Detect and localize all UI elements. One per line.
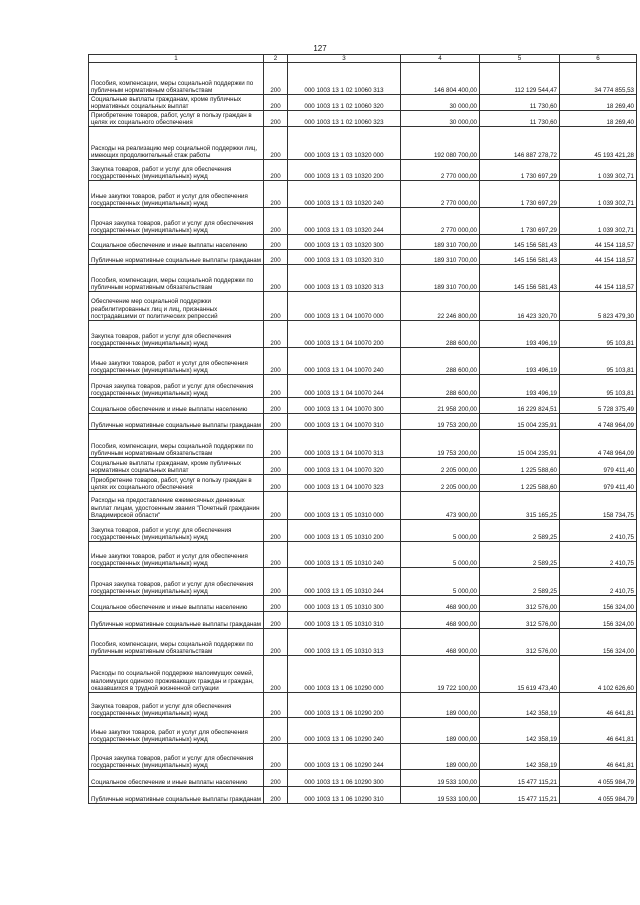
- row-approved-amount: 192 080 700,00: [401, 127, 480, 160]
- row-approved-amount: 189 000,00: [401, 718, 480, 744]
- row-line-code: 200: [264, 265, 288, 292]
- row-executed-amount: 146 887 278,72: [480, 127, 560, 160]
- row-budget-classification: 000 1003 13 1 06 10290 000: [288, 656, 401, 693]
- row-budget-classification: 000 1003 13 1 06 10290 240: [288, 718, 401, 744]
- table-row: [89, 520, 637, 542]
- table-row: [89, 160, 637, 181]
- row-budget-classification: 000 1003 13 1 04 10070 300: [288, 398, 401, 414]
- row-unexecuted-amount: 1 039 302,71: [560, 181, 637, 208]
- table-row: [89, 693, 637, 718]
- table-row: [89, 430, 637, 458]
- row-executed-amount: 142 358,19: [480, 718, 560, 744]
- row-budget-classification: 000 1003 13 1 04 10070 240: [288, 348, 401, 375]
- row-executed-amount: 2 589,25: [480, 542, 560, 568]
- row-approved-amount: 19 533 100,00: [401, 770, 480, 787]
- row-executed-amount: 142 358,19: [480, 744, 560, 770]
- table-row: [89, 458, 637, 475]
- row-unexecuted-amount: 4 055 984,79: [560, 787, 637, 804]
- row-approved-amount: 473 900,00: [401, 492, 480, 520]
- row-executed-amount: 2 589,25: [480, 520, 560, 542]
- row-name: Публичные нормативные социальные выплаты гражданам: [89, 612, 264, 629]
- row-executed-amount: 312 576,00: [480, 596, 560, 612]
- row-unexecuted-amount: 1 039 302,71: [560, 208, 637, 235]
- row-budget-classification: 000 1003 13 1 04 10070 320: [288, 458, 401, 475]
- row-approved-amount: 2 205 000,00: [401, 475, 480, 492]
- row-name: Закупка товаров, работ и услуг для обеспечения государственных (муниципальных) нужд: [89, 321, 264, 348]
- row-line-code: 200: [264, 475, 288, 492]
- row-budget-classification: 000 1003 13 1 05 10310 200: [288, 520, 401, 542]
- row-executed-amount: 193 496,19: [480, 348, 560, 375]
- row-budget-classification: 000 1003 13 1 03 10320 310: [288, 250, 401, 265]
- row-unexecuted-amount: 2 410,75: [560, 568, 637, 596]
- row-unexecuted-amount: 156 324,00: [560, 596, 637, 612]
- row-executed-amount: 312 576,00: [480, 612, 560, 629]
- row-line-code: 200: [264, 770, 288, 787]
- row-line-code: 200: [264, 127, 288, 160]
- row-budget-classification: 000 1003 13 1 05 10310 300: [288, 596, 401, 612]
- table-row: [89, 656, 637, 693]
- row-unexecuted-amount: 2 410,75: [560, 542, 637, 568]
- row-budget-classification: 000 1003 13 1 04 10070 313: [288, 430, 401, 458]
- row-approved-amount: 21 958 200,00: [401, 398, 480, 414]
- row-executed-amount: 11 730,60: [480, 111, 560, 127]
- row-executed-amount: 1 730 697,29: [480, 208, 560, 235]
- table-row: [89, 235, 637, 250]
- row-name: Пособия, компенсации, меры социальной поддержки по публичным нормативным обязательствам: [89, 430, 264, 458]
- row-name: Социальное обеспечение и иные выплаты населению: [89, 596, 264, 612]
- row-budget-classification: 000 1003 13 1 02 10060 323: [288, 111, 401, 127]
- col-header-1: 1: [89, 55, 264, 63]
- table-row: [89, 787, 637, 804]
- row-budget-classification: 000 1003 13 1 02 10060 313: [288, 63, 401, 95]
- row-name: Иные закупки товаров, работ и услуг для обеспечения государственных (муниципальных) нужд: [89, 348, 264, 375]
- row-line-code: 200: [264, 629, 288, 656]
- row-approved-amount: 2 205 000,00: [401, 458, 480, 475]
- row-line-code: 200: [264, 181, 288, 208]
- row-approved-amount: 30 000,00: [401, 111, 480, 127]
- table-body: [89, 63, 637, 804]
- row-name: Публичные нормативные социальные выплаты гражданам: [89, 414, 264, 430]
- row-executed-amount: 145 156 581,43: [480, 265, 560, 292]
- row-name: Обеспечение мер социальной поддержки реабилитированных лиц и лиц, признанных пострадавшими от политических репрессий: [89, 292, 264, 321]
- table-row: [89, 111, 637, 127]
- table-row: [89, 770, 637, 787]
- row-executed-amount: 15 477 115,21: [480, 770, 560, 787]
- row-approved-amount: 468 900,00: [401, 612, 480, 629]
- row-executed-amount: 15 619 473,40: [480, 656, 560, 693]
- row-name: Закупка товаров, работ и услуг для обеспечения государственных (муниципальных) нужд: [89, 160, 264, 181]
- table-row: [89, 492, 637, 520]
- row-unexecuted-amount: 95 103,81: [560, 321, 637, 348]
- row-line-code: 200: [264, 348, 288, 375]
- row-budget-classification: 000 1003 13 1 03 10320 244: [288, 208, 401, 235]
- row-budget-classification: 000 1003 13 1 03 10320 200: [288, 160, 401, 181]
- table-row: [89, 375, 637, 398]
- row-line-code: 200: [264, 718, 288, 744]
- row-line-code: 200: [264, 95, 288, 111]
- row-unexecuted-amount: 95 103,81: [560, 375, 637, 398]
- table-row: [89, 612, 637, 629]
- row-line-code: 200: [264, 787, 288, 804]
- row-name: Прочая закупка товаров, работ и услуг для обеспечения государственных (муниципальных) нужд: [89, 208, 264, 235]
- row-executed-amount: 15 477 115,21: [480, 787, 560, 804]
- row-name: Пособия, компенсации, меры социальной поддержки по публичным нормативным обязательствам: [89, 63, 264, 95]
- row-line-code: 200: [264, 160, 288, 181]
- row-approved-amount: 2 770 000,00: [401, 160, 480, 181]
- row-unexecuted-amount: 44 154 118,57: [560, 265, 637, 292]
- row-line-code: 200: [264, 542, 288, 568]
- row-unexecuted-amount: 46 641,81: [560, 693, 637, 718]
- row-unexecuted-amount: 2 410,75: [560, 520, 637, 542]
- row-budget-classification: 000 1003 13 1 05 10310 000: [288, 492, 401, 520]
- table-row: [89, 398, 637, 414]
- row-line-code: 200: [264, 208, 288, 235]
- row-name: Расходы по социальной поддержке малоимущих семей, малоимущих одиноко проживающих граждан и граждан, оказавшихся в трудной жизненной ситуации: [89, 656, 264, 693]
- row-budget-classification: 000 1003 13 1 04 10070 200: [288, 321, 401, 348]
- row-name: Социальное обеспечение и иные выплаты населению: [89, 235, 264, 250]
- row-name: Социальное обеспечение и иные выплаты населению: [89, 398, 264, 414]
- col-header-2: 2: [264, 55, 288, 63]
- row-name: Приобретение товаров, работ, услуг в пользу граждан в целях их социального обеспечения: [89, 475, 264, 492]
- table-row: [89, 718, 637, 744]
- row-unexecuted-amount: 95 103,81: [560, 348, 637, 375]
- row-executed-amount: 1 730 697,29: [480, 181, 560, 208]
- row-line-code: 200: [264, 250, 288, 265]
- row-line-code: 200: [264, 693, 288, 718]
- row-budget-classification: 000 1003 13 1 03 10320 300: [288, 235, 401, 250]
- row-unexecuted-amount: 156 324,00: [560, 629, 637, 656]
- row-approved-amount: 22 246 800,00: [401, 292, 480, 321]
- row-budget-classification: 000 1003 13 1 05 10310 240: [288, 542, 401, 568]
- table-row: [89, 181, 637, 208]
- row-approved-amount: 189 310 700,00: [401, 250, 480, 265]
- row-line-code: 200: [264, 430, 288, 458]
- row-approved-amount: 30 000,00: [401, 95, 480, 111]
- row-unexecuted-amount: 979 411,40: [560, 475, 637, 492]
- row-line-code: 200: [264, 63, 288, 95]
- row-unexecuted-amount: 18 269,40: [560, 95, 637, 111]
- row-budget-classification: 000 1003 13 1 05 10310 310: [288, 612, 401, 629]
- row-approved-amount: 5 000,00: [401, 542, 480, 568]
- row-name: Закупка товаров, работ и услуг для обеспечения государственных (муниципальных) нужд: [89, 520, 264, 542]
- row-approved-amount: 2 770 000,00: [401, 181, 480, 208]
- row-executed-amount: 16 423 320,70: [480, 292, 560, 321]
- row-line-code: 200: [264, 656, 288, 693]
- table-row: [89, 568, 637, 596]
- table-row: [89, 475, 637, 492]
- row-name: Иные закупки товаров, работ и услуг для обеспечения государственных (муниципальных) нужд: [89, 718, 264, 744]
- row-executed-amount: 145 156 581,43: [480, 235, 560, 250]
- row-approved-amount: 146 804 400,00: [401, 63, 480, 95]
- row-budget-classification: 000 1003 13 1 03 10320 000: [288, 127, 401, 160]
- row-name: Иные закупки товаров, работ и услуг для обеспечения государственных (муниципальных) нужд: [89, 542, 264, 568]
- row-line-code: 200: [264, 458, 288, 475]
- row-budget-classification: 000 1003 13 1 03 10320 240: [288, 181, 401, 208]
- row-approved-amount: 288 600,00: [401, 321, 480, 348]
- col-header-6: 6: [560, 55, 637, 63]
- row-budget-classification: 000 1003 13 1 05 10310 244: [288, 568, 401, 596]
- table-row: [89, 63, 637, 95]
- table-row: [89, 292, 637, 321]
- row-line-code: 200: [264, 612, 288, 629]
- row-executed-amount: 193 496,19: [480, 321, 560, 348]
- row-executed-amount: 11 730,60: [480, 95, 560, 111]
- row-line-code: 200: [264, 492, 288, 520]
- table-row: [89, 414, 637, 430]
- column-number-row: [89, 55, 637, 63]
- row-line-code: 200: [264, 235, 288, 250]
- row-approved-amount: 5 000,00: [401, 568, 480, 596]
- row-executed-amount: 142 358,19: [480, 693, 560, 718]
- row-name: Прочая закупка товаров, работ и услуг для обеспечения государственных (муниципальных) нужд: [89, 568, 264, 596]
- row-approved-amount: 189 310 700,00: [401, 265, 480, 292]
- col-header-4: 4: [401, 55, 480, 63]
- table-row: [89, 321, 637, 348]
- row-name: Прочая закупка товаров, работ и услуг для обеспечения государственных (муниципальных) нужд: [89, 375, 264, 398]
- row-name: Социальное обеспечение и иные выплаты населению: [89, 770, 264, 787]
- row-unexecuted-amount: 45 193 421,28: [560, 127, 637, 160]
- row-name: Закупка товаров, работ и услуг для обеспечения государственных (муниципальных) нужд: [89, 693, 264, 718]
- page-number: 127: [313, 44, 327, 53]
- table-row: [89, 265, 637, 292]
- row-executed-amount: 15 004 235,91: [480, 430, 560, 458]
- row-budget-classification: 000 1003 13 1 04 10070 323: [288, 475, 401, 492]
- row-budget-classification: 000 1003 13 1 04 10070 000: [288, 292, 401, 321]
- row-budget-classification: 000 1003 13 1 06 10290 300: [288, 770, 401, 787]
- row-budget-classification: 000 1003 13 1 06 10290 310: [288, 787, 401, 804]
- row-executed-amount: 312 576,00: [480, 629, 560, 656]
- row-line-code: 200: [264, 321, 288, 348]
- row-approved-amount: 2 770 000,00: [401, 208, 480, 235]
- row-approved-amount: 468 900,00: [401, 596, 480, 612]
- row-unexecuted-amount: 1 039 302,71: [560, 160, 637, 181]
- table-row: [89, 127, 637, 160]
- col-header-3: 3: [288, 55, 401, 63]
- row-line-code: 200: [264, 398, 288, 414]
- row-budget-classification: 000 1003 13 1 03 10320 313: [288, 265, 401, 292]
- row-approved-amount: 5 000,00: [401, 520, 480, 542]
- row-unexecuted-amount: 4 748 964,09: [560, 430, 637, 458]
- col-header-5: 5: [480, 55, 560, 63]
- row-approved-amount: 468 900,00: [401, 629, 480, 656]
- row-name: Пособия, компенсации, меры социальной поддержки по публичным нормативным обязательствам: [89, 629, 264, 656]
- row-executed-amount: 145 156 581,43: [480, 250, 560, 265]
- row-line-code: 200: [264, 292, 288, 321]
- table-row: [89, 348, 637, 375]
- table-row: [89, 744, 637, 770]
- row-approved-amount: 19 722 100,00: [401, 656, 480, 693]
- row-executed-amount: 1 730 697,29: [480, 160, 560, 181]
- table-row: [89, 596, 637, 612]
- row-approved-amount: 189 000,00: [401, 744, 480, 770]
- row-line-code: 200: [264, 596, 288, 612]
- row-line-code: 200: [264, 520, 288, 542]
- row-unexecuted-amount: 979 411,40: [560, 458, 637, 475]
- row-unexecuted-amount: 18 269,40: [560, 111, 637, 127]
- row-approved-amount: 19 753 200,00: [401, 414, 480, 430]
- table-row: [89, 629, 637, 656]
- row-approved-amount: 189 310 700,00: [401, 235, 480, 250]
- row-budget-classification: 000 1003 13 1 04 10070 310: [288, 414, 401, 430]
- row-approved-amount: 288 600,00: [401, 375, 480, 398]
- row-unexecuted-amount: 5 823 479,30: [560, 292, 637, 321]
- row-name: Прочая закупка товаров, работ и услуг для обеспечения государственных (муниципальных) нужд: [89, 744, 264, 770]
- row-budget-classification: 000 1003 13 1 04 10070 244: [288, 375, 401, 398]
- row-executed-amount: 1 225 588,60: [480, 458, 560, 475]
- row-unexecuted-amount: 158 734,75: [560, 492, 637, 520]
- row-executed-amount: 15 004 235,91: [480, 414, 560, 430]
- row-unexecuted-amount: 156 324,00: [560, 612, 637, 629]
- row-name: Расходы на предоставление ежемесячных денежных выплат лицам, удостоенным звания "Почетный гражданин Владимирской области": [89, 492, 264, 520]
- row-approved-amount: 288 600,00: [401, 348, 480, 375]
- row-unexecuted-amount: 46 641,81: [560, 744, 637, 770]
- row-name: Социальные выплаты гражданам, кроме публичных нормативных социальных выплат: [89, 458, 264, 475]
- row-unexecuted-amount: 44 154 118,57: [560, 235, 637, 250]
- row-approved-amount: 189 000,00: [401, 693, 480, 718]
- row-unexecuted-amount: 44 154 118,57: [560, 250, 637, 265]
- row-budget-classification: 000 1003 13 1 02 10060 320: [288, 95, 401, 111]
- row-name: Приобретение товаров, работ, услуг в пользу граждан в целях их социального обеспечения: [89, 111, 264, 127]
- row-name: Социальные выплаты гражданам, кроме публичных нормативных социальных выплат: [89, 95, 264, 111]
- row-approved-amount: 19 753 200,00: [401, 430, 480, 458]
- row-unexecuted-amount: 4 102 626,60: [560, 656, 637, 693]
- table-row: [89, 208, 637, 235]
- row-executed-amount: 1 225 588,60: [480, 475, 560, 492]
- row-unexecuted-amount: 4 055 984,79: [560, 770, 637, 787]
- row-line-code: 200: [264, 414, 288, 430]
- row-line-code: 200: [264, 568, 288, 596]
- row-name: Иные закупки товаров, работ и услуг для обеспечения государственных (муниципальных) нужд: [89, 181, 264, 208]
- table-row: [89, 95, 637, 111]
- row-budget-classification: 000 1003 13 1 05 10310 313: [288, 629, 401, 656]
- row-name: Пособия, компенсации, меры социальной поддержки по публичным нормативным обязательствам: [89, 265, 264, 292]
- row-line-code: 200: [264, 744, 288, 770]
- row-unexecuted-amount: 34 774 855,53: [560, 63, 637, 95]
- row-executed-amount: 112 129 544,47: [480, 63, 560, 95]
- row-line-code: 200: [264, 375, 288, 398]
- row-executed-amount: 193 496,19: [480, 375, 560, 398]
- row-executed-amount: 2 589,25: [480, 568, 560, 596]
- row-budget-classification: 000 1003 13 1 06 10290 200: [288, 693, 401, 718]
- row-unexecuted-amount: 46 641,81: [560, 718, 637, 744]
- row-executed-amount: 315 165,25: [480, 492, 560, 520]
- table-row: [89, 250, 637, 265]
- row-budget-classification: 000 1003 13 1 06 10290 244: [288, 744, 401, 770]
- row-unexecuted-amount: 5 728 375,49: [560, 398, 637, 414]
- table-row: [89, 542, 637, 568]
- row-unexecuted-amount: 4 748 964,09: [560, 414, 637, 430]
- row-line-code: 200: [264, 111, 288, 127]
- row-name: Расходы на реализацию мер социальной поддержки лиц, имеющих продолжительный стаж работы: [89, 127, 264, 160]
- row-executed-amount: 16 229 824,51: [480, 398, 560, 414]
- budget-table: [88, 54, 637, 804]
- row-name: Публичные нормативные социальные выплаты гражданам: [89, 787, 264, 804]
- row-name: Публичные нормативные социальные выплаты гражданам: [89, 250, 264, 265]
- row-approved-amount: 19 533 100,00: [401, 787, 480, 804]
